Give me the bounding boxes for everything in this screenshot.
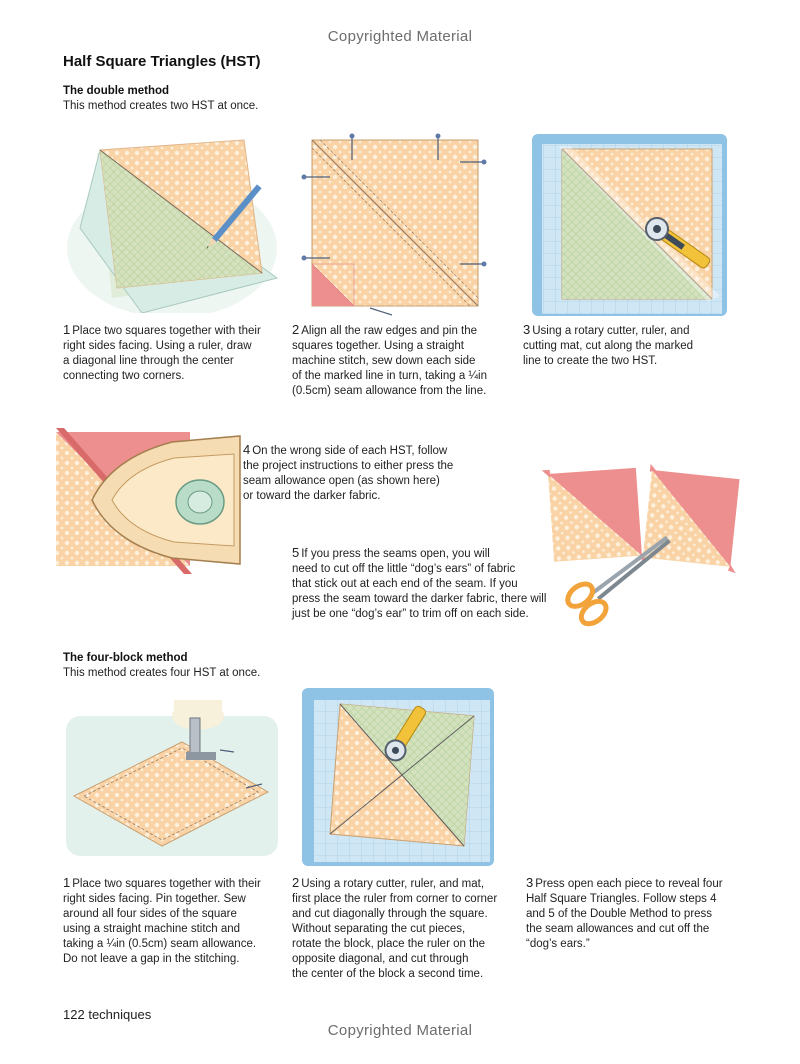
double-step-4 — [243, 442, 453, 504]
double-method-heading: The double method — [63, 85, 170, 97]
step-text: Press open each piece to reveal four Half Square Triangles. Follow steps 4 and 5 of the Double Method to press the seam allowances and cut off the “dog’s ears.” — [526, 878, 723, 950]
four-block-step-1 — [63, 875, 261, 967]
illustration-cut-diagonals — [302, 688, 497, 868]
page-title: Half Square Triangles (HST) — [63, 53, 261, 70]
illustration-trim-dogs-ears — [540, 458, 745, 643]
double-step-5 — [292, 545, 546, 622]
four-block-intro: This method creates four HST at once. — [63, 667, 261, 679]
double-step-2 — [292, 322, 487, 399]
four-block-heading: The four-block method — [63, 652, 188, 664]
double-step-3 — [523, 322, 693, 369]
step-number: 3 — [523, 322, 531, 337]
step-text: Place two squares together with their right sides facing. Using a ruler, draw a diagonal line through the center connecting two corners. — [63, 325, 261, 382]
page-number: 122 — [63, 1007, 85, 1022]
step-text: Place two squares together with their right sides facing. Pin together. Sew around all four sides of the square using a straight machine stitch and taking a ¼in (0.5cm) seam allowance. Do not leave a gap in the stitching. — [63, 878, 261, 965]
step-text: Using a rotary cutter, ruler, and mat, first place the ruler from corner to corner and cut diagonally through the square. Without separating the cut pieces, rotate the block, place the ruler on the opposite diagonal, and cut through the center of the block a second time. — [292, 878, 498, 980]
illustration-pinned-square — [300, 132, 490, 317]
watermark-bottom: Copyrighted Material — [327, 1022, 473, 1039]
step-number: 2 — [292, 322, 300, 337]
illustration-draw-diagonal — [62, 128, 282, 313]
step-number: 1 — [63, 322, 71, 337]
step-number: 4 — [243, 442, 251, 457]
step-text: Using a rotary cutter, ruler, and cutting mat, cut along the marked line to create the two HST. — [523, 325, 694, 367]
double-step-1 — [63, 322, 261, 384]
step-text: On the wrong side of each HST, follow the project instructions to either press the seam allowance open (as shown here) or toward the darker fabric. — [243, 445, 454, 502]
step-number: 5 — [292, 545, 300, 560]
step-text: Align all the raw edges and pin the squares together. Using a straight machine stitch, sew down each side of the marked line in turn, taking a ¼in (0.5cm) seam allowance from the line. — [292, 325, 487, 397]
illustration-iron-press — [52, 428, 242, 576]
illustration-rotary-cut — [532, 134, 727, 319]
step-text: If you press the seams open, you will need to cut off the little “dog’s ears” of fabric that stick out at each end of the seam. If you press the seam toward the darker fabric, there will just be one “dog’s ear” to trim off on each side. — [292, 548, 547, 620]
four-block-step-2 — [292, 875, 497, 982]
four-block-step-3 — [526, 875, 723, 952]
step-number: 2 — [292, 875, 300, 890]
double-method-intro: This method creates two HST at once. — [63, 100, 259, 112]
step-number: 1 — [63, 875, 71, 890]
step-number: 3 — [526, 875, 534, 890]
page-footer — [63, 1007, 151, 1022]
watermark-top: Copyrighted Material — [327, 28, 473, 45]
section-name: techniques — [88, 1007, 152, 1022]
illustration-sew-around — [62, 700, 282, 860]
